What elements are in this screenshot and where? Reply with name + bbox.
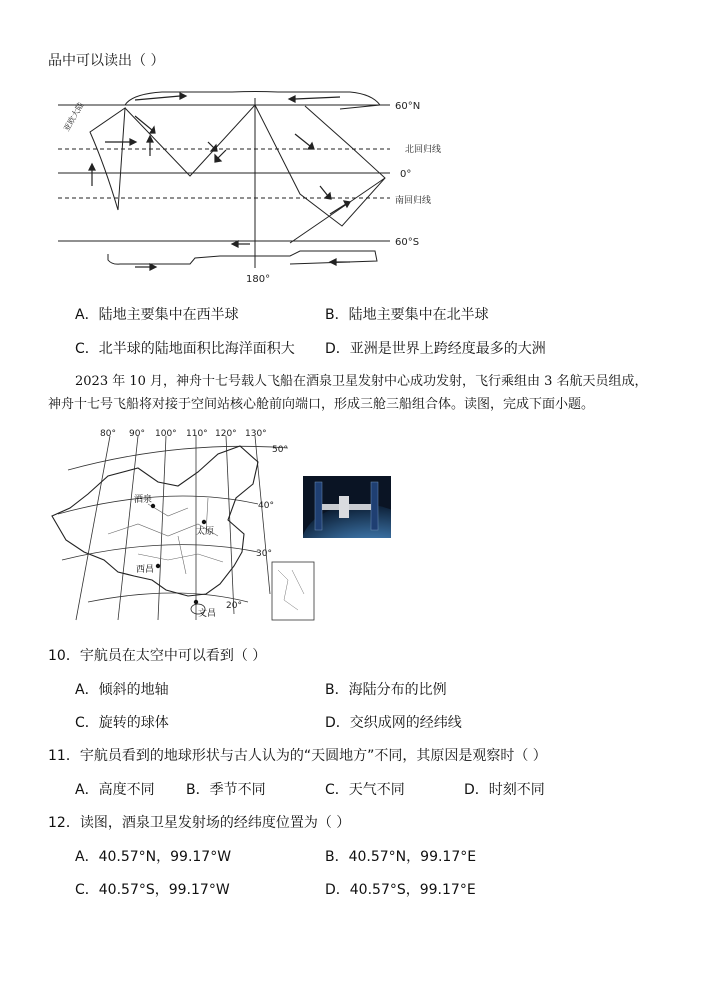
arrow-icon xyxy=(150,127,155,133)
place-label-xichang: 西昌 xyxy=(136,565,155,575)
arrow-icon xyxy=(180,93,186,99)
arctic-coast-outline xyxy=(125,92,380,106)
space-station-photo xyxy=(303,476,391,538)
q12-option-c[interactable]: C．40.57°S，99.17°W xyxy=(75,882,230,898)
q9-option-b[interactable]: B．陆地主要集中在北半球 xyxy=(325,307,489,323)
q10-option-c[interactable]: C．旋转的球体 xyxy=(75,715,169,731)
meridian-90 xyxy=(118,436,138,620)
arrow-icon xyxy=(330,259,336,265)
south-china-sea-inset xyxy=(272,562,314,620)
arrow-icon xyxy=(150,264,156,270)
lat-label-40: 40° xyxy=(258,501,274,511)
place-label-jiuquan: 酒泉 xyxy=(134,495,153,505)
lon-label-90: 90° xyxy=(129,429,145,439)
place-label-taiyuan: 太原 xyxy=(196,527,215,537)
q12-option-a[interactable]: A．40.57°N，99.17°W xyxy=(75,849,232,865)
q10-stem: 10．宇航员在太空中可以看到（ ） xyxy=(48,648,267,664)
parallel-50 xyxy=(68,446,288,470)
q11-stem: 11．宇航员看到的地球形状与古人认为的“天圆地方”不同，其原因是观察时（ ） xyxy=(48,748,547,764)
arrow-icon xyxy=(308,143,314,149)
xichang-marker xyxy=(156,564,160,568)
q11-option-d[interactable]: D．时刻不同 xyxy=(464,782,545,798)
lon-label-180: 180° xyxy=(246,274,271,285)
wenchang-marker xyxy=(194,600,198,604)
q12-option-d[interactable]: D．40.57°S，99.17°E xyxy=(325,882,476,898)
meridian-100 xyxy=(158,436,166,620)
passage-line-1: 2023 年 10 月，神舟十七号载人飞船在酒泉卫星发射中心成功发射，飞行乘组由 3 名航天员组成， xyxy=(75,374,648,389)
arrow-icon xyxy=(344,201,350,207)
arrow-icon xyxy=(130,139,136,145)
q12-stem: 12．读图，酒泉卫星发射场的经纬度位置为（ ） xyxy=(48,815,351,831)
taiyuan-marker xyxy=(202,520,206,524)
lat-label-tropic-cancer: 北回归线 xyxy=(405,145,442,155)
side-label: 亚欧大陆 xyxy=(61,100,86,133)
landmass-west-outline xyxy=(90,108,125,210)
q10-option-b[interactable]: B．海陆分布的比例 xyxy=(325,682,447,698)
parallel-20 xyxy=(88,593,248,602)
lat-label-tropic-capricorn: 南回归线 xyxy=(395,196,432,206)
china-launch-site-map xyxy=(48,424,318,624)
q11-option-b[interactable]: B．季节不同 xyxy=(186,782,266,798)
passage-line-2: 神舟十七号飞船将对接于空间站核心舱前向端口，形成三舱三船组合体。读图，完成下面小题。 xyxy=(48,397,595,412)
lon-label-100: 100° xyxy=(155,429,177,439)
arrow-icon xyxy=(89,164,95,170)
lat-label-50: 50° xyxy=(272,445,288,455)
q12-option-b[interactable]: B．40.57°N，99.17°E xyxy=(325,849,477,865)
lon-label-80: 80° xyxy=(100,429,116,439)
arrow-icon xyxy=(289,96,295,102)
question-stem-tail: 品中可以读出（ ） xyxy=(48,53,165,69)
lat-label-20: 20° xyxy=(226,601,242,611)
lat-label-equator: 0° xyxy=(400,169,412,180)
q9-option-d[interactable]: D．亚洲是世界上跨经度最多的大洲 xyxy=(325,341,546,357)
q10-option-a[interactable]: A．倾斜的地轴 xyxy=(75,682,169,698)
landmass-east-edge xyxy=(290,178,385,243)
lat-label-30: 30° xyxy=(256,549,272,559)
lat-label-60n: 60°N xyxy=(395,101,421,112)
q9-option-c[interactable]: C．北半球的陆地面积比海洋面积大 xyxy=(75,341,295,357)
place-label-wenchang: 文昌 xyxy=(198,609,217,619)
meridian-130 xyxy=(255,436,270,594)
q10-option-d[interactable]: D．交织成网的经纬线 xyxy=(325,715,462,731)
q11-option-a[interactable]: A．高度不同 xyxy=(75,782,155,798)
lon-label-120: 120° xyxy=(215,429,237,439)
lon-label-110: 110° xyxy=(186,429,208,439)
parallel-30 xyxy=(62,545,258,560)
q9-option-a[interactable]: A．陆地主要集中在西半球 xyxy=(75,307,239,323)
continent-distribution-map xyxy=(50,86,470,286)
meridian-120 xyxy=(226,436,234,614)
q11-option-c[interactable]: C．天气不同 xyxy=(325,782,405,798)
lat-label-60s: 60°S xyxy=(395,237,420,248)
parallel-40 xyxy=(58,496,258,514)
lon-label-130: 130° xyxy=(245,429,267,439)
arrow-icon xyxy=(232,241,238,247)
